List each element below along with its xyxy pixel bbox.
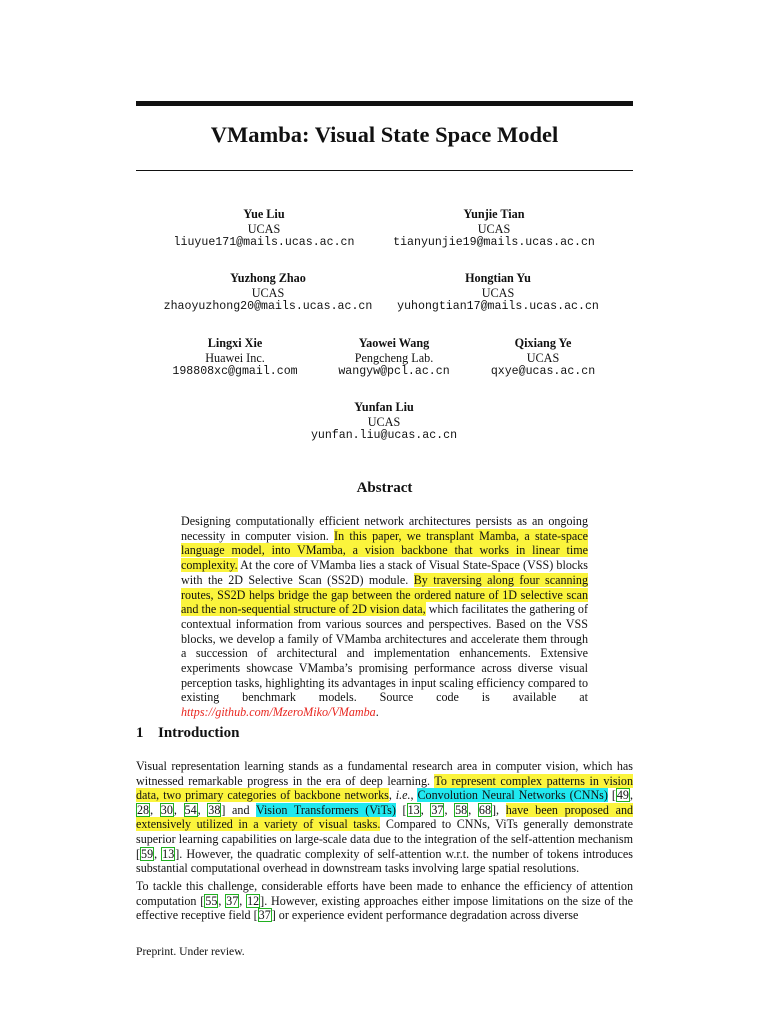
citation-link[interactable]: 12 (247, 893, 260, 908)
abstract-text: At the core of VMamba lies a stack of Visual State-Space (VSS) blocks with the 2D Selective Scan (SS2D) module. (181, 558, 588, 587)
citation-link[interactable]: 58 (455, 802, 468, 817)
highlight-yellow: To represent complex patterns in vision data, two primary categories of backbone networks (136, 773, 633, 803)
author-affiliation: UCAS (247, 221, 281, 236)
abstract-text: . (375, 705, 379, 720)
abstract-heading: Abstract (356, 480, 413, 496)
abstract-body (181, 514, 588, 720)
citation-link[interactable]: 37 (226, 893, 239, 908)
cite-list: 13, 37, 58, 68 (407, 802, 491, 817)
citation-link[interactable]: 38 (208, 802, 221, 817)
author-name: Yunfan Liu (354, 400, 414, 414)
body-text: Compared to CNNs, ViTs generally demonstrate superior learning capabilities on large-scale data due to the integration of the self-attention mechanism [ (136, 817, 633, 861)
highlight-cyan: Convolution Neural Networks (CNNs) (417, 788, 608, 803)
citation-link[interactable]: 30 (160, 802, 173, 817)
citation-link[interactable]: 13 (162, 846, 175, 861)
author-affiliation: UCAS (367, 414, 401, 429)
author-block (160, 336, 310, 380)
author-email[interactable]: liuyue171@mails.ucas.ac.cn (173, 236, 355, 249)
author-affiliation: Pengcheng Lab. (354, 350, 434, 365)
author-affiliation: Huawei Inc. (205, 350, 265, 365)
author-block (388, 271, 608, 315)
author-block (284, 400, 484, 444)
intro-paragraph (136, 759, 633, 876)
author-email[interactable]: 198808xc@gmail.com (172, 365, 298, 378)
intro-paragraph (136, 879, 633, 923)
code-link[interactable]: https://github.com/MzeroMiko/VMamba (181, 705, 376, 720)
preprint-footer: Preprint. Under review. (136, 945, 245, 958)
citation-link[interactable]: 55 (205, 893, 218, 908)
body-text-italic: i.e. (395, 788, 411, 803)
abstract-text: Designing computationally efficient network architectures persists as an ongoing necessity in computer vision. (181, 514, 588, 543)
author-block (158, 271, 378, 315)
author-affiliation: UCAS (481, 285, 515, 300)
body-text: To tackle this challenge, considerable efforts have been made to enhance the efficiency of attention computation [ (136, 879, 633, 908)
abstract-text: which facilitates the gathering of contextual information from various sources and perspectives. Based on the VSS blocks, we develop a family of VMamba architectures and accelerate them through a succession of architectural and implementation enhancements. Extensive experiments showcase VMamba’s promising performance across diverse visual perception tasks, highlighting its advantages in input scaling efficiency compared to existing benchmark models. Source code is available at (181, 602, 588, 705)
body-text: Visual representation learning stands as a fundamental research area in computer vision, which has witnessed remarkable progress in the era of deep learning. (136, 759, 633, 788)
body-text: , (388, 788, 396, 803)
citation-link[interactable]: 59 (141, 846, 154, 861)
body-text: , (410, 788, 418, 803)
author-email[interactable]: yunfan.liu@ucas.ac.cn (310, 429, 458, 442)
author-name: Yuzhong Zhao (230, 271, 306, 285)
citation-link[interactable]: 28 (137, 802, 150, 817)
body-text: ], (491, 802, 506, 817)
citation-link[interactable]: 37 (258, 908, 271, 923)
author-block (468, 336, 618, 380)
body-text: ]. However, existing approaches either impose limitations on the size of the effective receptive field [ (136, 893, 634, 923)
cite-list: 59, 13 (141, 846, 175, 861)
body-text: [ (395, 802, 407, 817)
author-name: Yue Liu (243, 207, 285, 221)
author-name: Hongtian Yu (465, 271, 531, 285)
author-affiliation: UCAS (526, 350, 560, 365)
author-name: Yunjie Tian (463, 207, 525, 221)
title-rule (136, 170, 633, 171)
author-block (164, 207, 364, 251)
citation-link[interactable]: 49 (616, 788, 629, 803)
cite-list: 49, 28, 30, 54, 38 (137, 788, 633, 817)
body-text: [ (607, 788, 616, 803)
highlight-yellow: In this paper, we transplant Mamba, a state-space language model, into VMamba, a vision backbone that works in linear time complexity. (181, 528, 588, 573)
body-text: ] or experience evident performance degradation across diverse (271, 908, 579, 923)
section-title: Introduction (158, 725, 240, 741)
author-email[interactable]: zhaoyuzhong20@mails.ucas.ac.cn (163, 300, 373, 313)
author-block (319, 336, 469, 380)
author-email[interactable]: qxye@ucas.ac.cn (490, 365, 596, 378)
citation-link[interactable]: 13 (407, 802, 420, 817)
highlight-cyan: Vision Transformers (ViTs) (255, 802, 396, 817)
paper-title: VMamba: Visual State Space Model (210, 122, 559, 147)
body-text: ] and (221, 802, 256, 817)
author-affiliation: UCAS (251, 285, 285, 300)
author-block (384, 207, 604, 251)
citation-link[interactable]: 54 (184, 802, 197, 817)
cite-list: 55, 37, 12 (205, 893, 260, 908)
citation-link[interactable]: 37 (431, 802, 444, 817)
author-name: Qixiang Ye (514, 336, 572, 350)
author-name: Yaowei Wang (358, 336, 430, 350)
author-email[interactable]: wangyw@pcl.ac.cn (338, 365, 450, 378)
author-name: Lingxi Xie (207, 336, 263, 350)
citation-link[interactable]: 68 (478, 802, 491, 817)
highlight-yellow: By traversing along four scanning routes, SS2D helps bridge the gap between the ordered nature of 1D selective scan and the non-sequential structure of 2D vision data, (181, 572, 588, 617)
highlight-yellow: have been proposed and extensively utilized in a variety of visual tasks. (136, 802, 634, 832)
section-heading (136, 725, 239, 742)
author-email[interactable]: yuhongtian17@mails.ucas.ac.cn (397, 300, 599, 313)
author-email[interactable]: tianyunjie19@mails.ucas.ac.cn (393, 236, 595, 249)
body-text: ]. However, the quadratic complexity of self-attention w.r.t. the number of tokens introduces substantial computational overhead in downstream tasks involving large spatial resolutions. (136, 846, 633, 876)
top-rule (136, 101, 633, 106)
section-number: 1 (136, 725, 144, 741)
author-affiliation: UCAS (477, 221, 511, 236)
